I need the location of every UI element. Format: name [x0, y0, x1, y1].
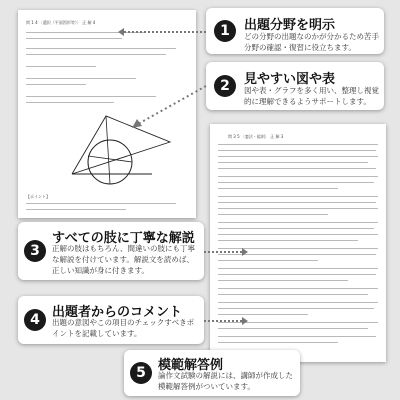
text-line: [26, 66, 96, 67]
left-page-footer: 【ポイント】: [26, 194, 50, 199]
text-line: [26, 102, 114, 103]
arrow-right-icon: [242, 248, 248, 256]
text-line: [218, 234, 378, 235]
text-line: [26, 78, 136, 79]
callout-title: 見やすい図や表: [244, 72, 336, 87]
text-line: [26, 84, 86, 85]
connector-dots: [204, 320, 242, 322]
callout-5: [124, 350, 300, 396]
text-line: [218, 314, 308, 315]
number-badge: 1: [214, 20, 236, 42]
text-line: [218, 156, 378, 157]
text-line: [218, 208, 378, 209]
text-line: [26, 38, 122, 39]
text-line: [218, 294, 368, 295]
callout-title: 出題分野を明示: [244, 18, 336, 33]
callout-1: [206, 8, 384, 54]
arrow-left-icon: [118, 28, 124, 36]
text-line: [218, 260, 318, 261]
text-line: [218, 240, 358, 241]
number-badge: 5: [130, 362, 152, 384]
text-line: [26, 48, 176, 49]
number-badge: 2: [214, 75, 236, 97]
text-line: [218, 182, 374, 183]
text-line: [218, 268, 378, 269]
text-line: [218, 274, 376, 275]
text-line: [218, 188, 338, 189]
text-line: [218, 328, 368, 329]
text-line: [218, 342, 338, 343]
text-line: [218, 196, 378, 197]
text-line: [218, 202, 376, 203]
text-line: [218, 280, 348, 281]
text-line: [26, 203, 176, 204]
callout-title: 出題者からのコメント: [52, 305, 183, 320]
text-line: [218, 150, 376, 151]
text-line: [218, 144, 378, 145]
text-line: [218, 288, 378, 289]
callout-4: [18, 296, 204, 344]
text-line: [218, 176, 378, 177]
callout-body: 図や表・グラフを多く用い、整理し視覚的に理解できるようサポートします。: [244, 86, 379, 106]
callout-title: 模範解答例: [158, 358, 224, 373]
callout-body: 論作文試験の解説には、講師が作成した模範解答例がついています。: [158, 371, 293, 391]
callout-body: 正解の肢はもちろん、間違いの肢にも丁寧な解説を付けています。解説文を読めば、正しい知識が身に付きます。: [52, 244, 195, 275]
text-line: [218, 302, 378, 303]
text-line: [26, 209, 126, 210]
text-line: [218, 336, 376, 337]
sample-page-explanation: [210, 124, 386, 362]
arrow-right-icon: [242, 317, 248, 325]
text-line: [218, 222, 378, 223]
right-page-header: 問 3 5 〔憲法・総則〕 正 解 3: [228, 134, 284, 139]
callout-3: [18, 222, 204, 280]
number-badge: 3: [24, 240, 46, 262]
text-line: [26, 54, 166, 55]
connector-diagonal: [130, 84, 210, 130]
callout-2: [206, 62, 384, 110]
connector-dots: [204, 251, 242, 253]
left-page-header: 問 1 4 〔選択（平面図形等）〕 正 解 4: [26, 20, 96, 25]
text-line: [218, 168, 376, 169]
callout-body: どの分野の出題なのかが分かるため苦手分野の確認・復習に役立ちます。: [244, 32, 379, 52]
number-badge: 4: [24, 309, 46, 331]
text-line: [218, 162, 368, 163]
text-line: [218, 308, 374, 309]
text-line: [218, 228, 374, 229]
text-line: [218, 214, 328, 215]
callout-title: すべての肢に丁寧な解説: [52, 231, 195, 246]
callout-body: 出題の意図やこの項目のチェックすべきポイントを記載しています。: [52, 318, 195, 338]
connector-dots: [124, 31, 206, 33]
